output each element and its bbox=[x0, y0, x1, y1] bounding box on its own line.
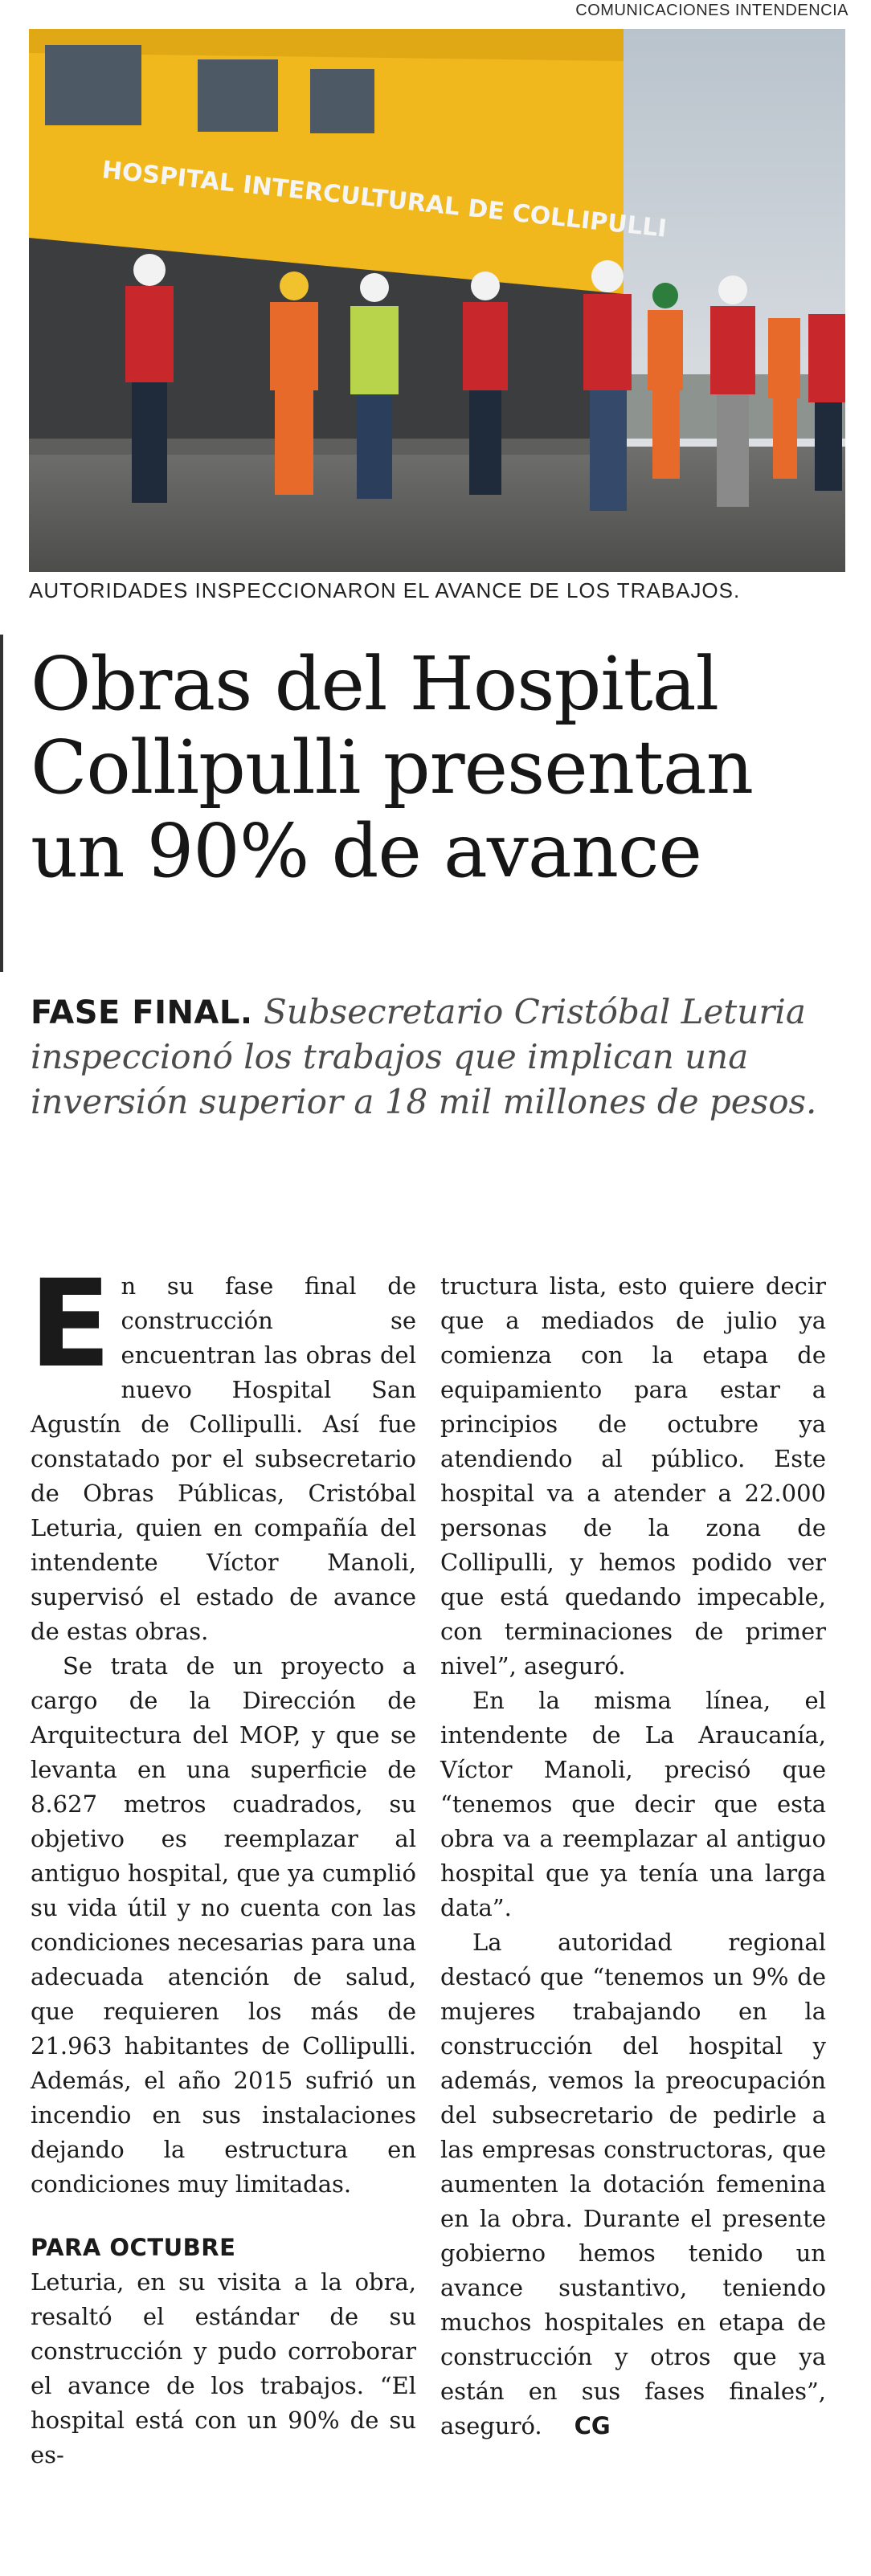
subheading: PARA OCTUBRE bbox=[31, 2234, 236, 2261]
body-paragraph: En la misma línea, el intendente de La Araucanía, Víctor Manoli, precisó que “tenemos que decir que esta obra va a reemplazar al antiguo hospital que ya tenía una larga data”. bbox=[440, 1687, 826, 1921]
headline-rule bbox=[0, 635, 3, 972]
end-mark: CG bbox=[574, 2412, 611, 2439]
body-paragraph bbox=[29, 1255, 416, 1649]
body-paragraph-text: La autoridad regional destacó que “tenemos un 9% de mujeres trabajando en la construcción del hospital y además, vemos la preocupación del subsecretario de pedirle a las empresas constructoras, que aumenten la dotación femenina en la obra. Durante el presente gobierno hemos tenido un avance sustantivo, teniendo muchos hospitales en etapa de construcción y otros que ya están en sus fases finales”, aseguró. bbox=[440, 1929, 826, 2439]
body-paragraph: tructura lista, esto quiere decir que a mediados de julio ya comienza con la etapa de equipamiento para estar a principios de octubre ya atendiendo al público. Este hospital va a atender a 22.000 personas de la zona de Collipulli, y hemos podido ver que está quedando impecable, con terminaciones de primer nivel”, aseguró. bbox=[440, 1272, 826, 1680]
body-paragraph-text: n su fase final de construcción se encuentran las obras del nuevo Hospital San Agustín de Collipulli. Así fue constatado por el subsecretario de Obras Públicas, Cristóbal Leturia, quien en compañía del intendente Víctor Manoli, supervisó el estado de avance de estas obras. bbox=[31, 1272, 416, 1645]
body-paragraph bbox=[440, 1925, 826, 2443]
body-column-right bbox=[440, 1269, 826, 2443]
headline: Obras del Hospital Collipulli presentan un 90% de avance bbox=[31, 641, 754, 894]
deck bbox=[31, 990, 842, 1125]
deck-kicker: FASE FINAL. bbox=[31, 994, 253, 1031]
deck-text: Subsecretario Cristóbal Leturia inspeccionó los trabajos que implican una inversión superior a 18 mil millones de pesos. bbox=[31, 992, 817, 1122]
body-column-left bbox=[29, 1255, 416, 2472]
photo-credit: COMUNICACIONES INTENDENCIA bbox=[575, 2, 849, 19]
building-sign: HOSPITAL INTERCULTURAL DE COLLIPULLI bbox=[100, 156, 669, 243]
drop-cap: E bbox=[29, 1255, 112, 1394]
hospital-photo bbox=[29, 29, 845, 572]
photo-caption: AUTORIDADES INSPECCIONARON EL AVANCE DE LOS TRABAJOS. bbox=[29, 578, 741, 602]
body-paragraph: Leturia, en su visita a la obra, resaltó el estándar de su construcción y pudo corroborar el avance de los trabajos. “El hospital está con un 90% de su es- bbox=[31, 2268, 416, 2468]
body-paragraph: Se trata de un proyecto a cargo de la Dirección de Arquitectura del MOP, y que se levanta en una superficie de 8.627 metros cuadrados, su objetivo es reemplazar al antiguo hospital, que ya cumplió su vida útil y no cuenta con las condiciones necesarias para una adecuada atención de salud, que requieren los más de 21.963 habitantes de Collipulli. Además, el año 2015 sufrió un incendio en sus instalaciones dejando la estructura en condiciones muy limitadas. bbox=[31, 1652, 416, 2198]
